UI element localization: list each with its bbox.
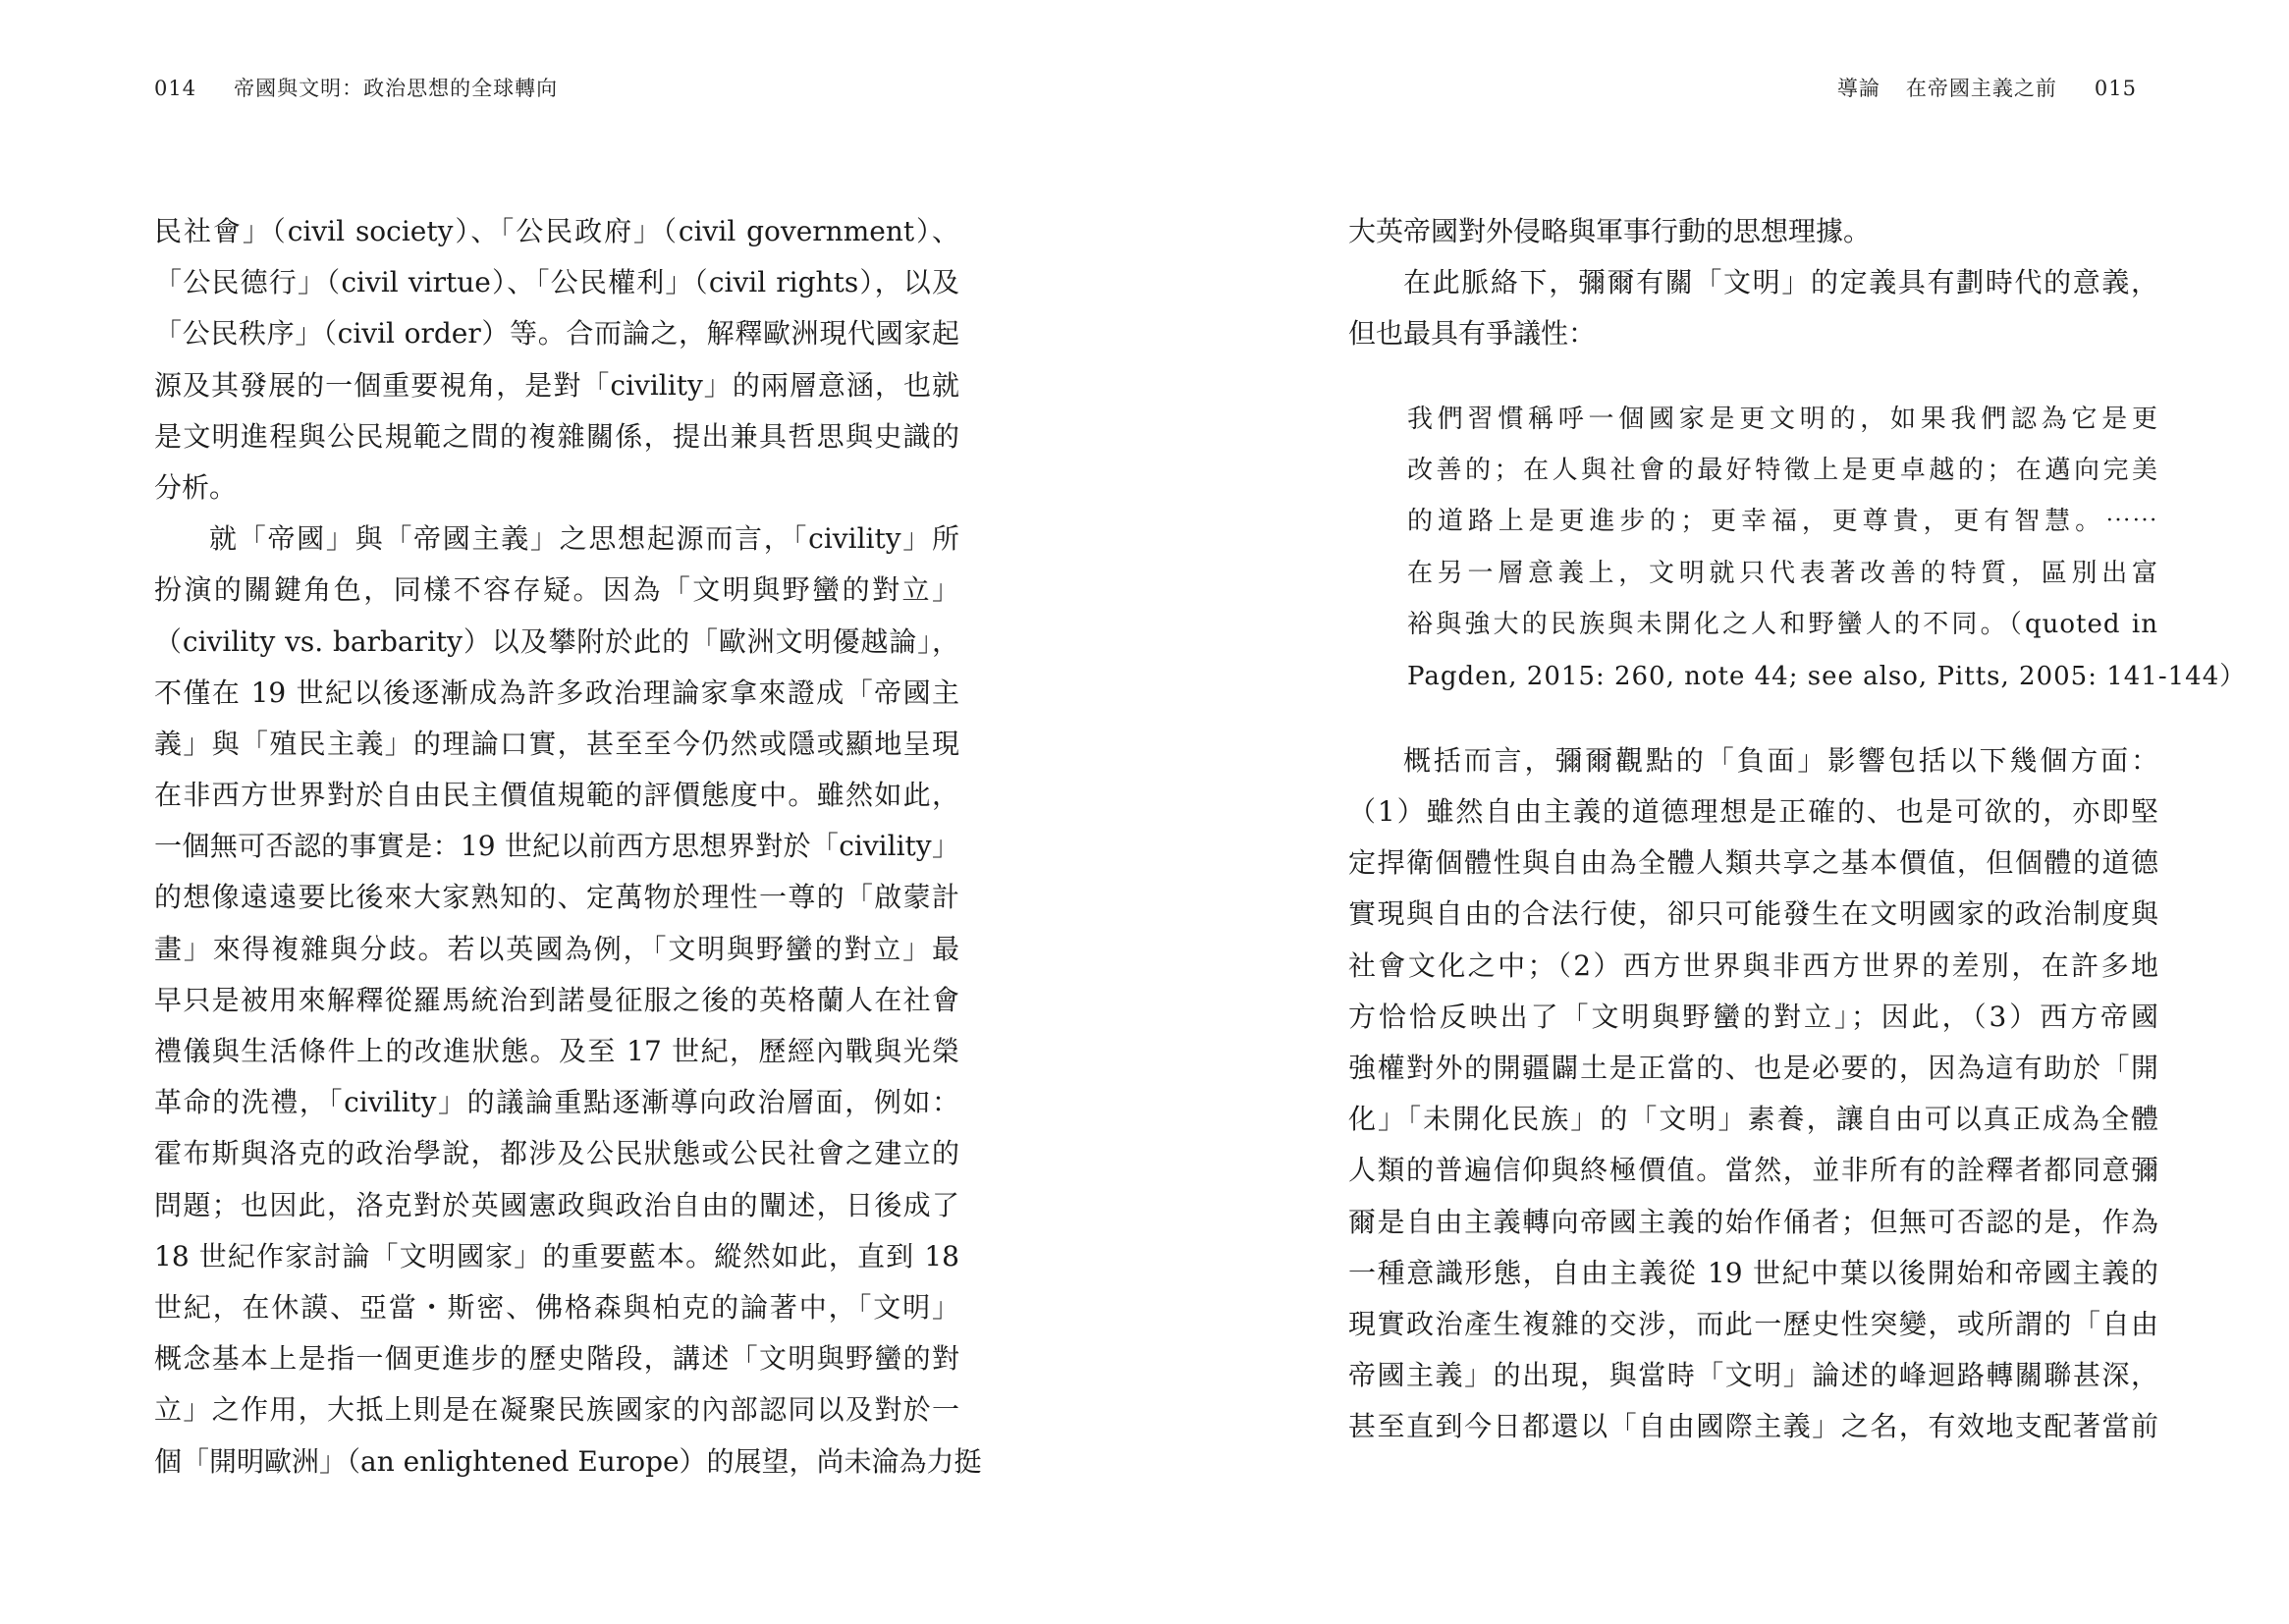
right-running-head-part: 導論	[1836, 77, 1880, 100]
text-line: 世紀，在休謨、亞當・斯密、佛格森與柏克的論著中，「文明」	[154, 1290, 959, 1324]
text-line: 是文明進程與公民規範之間的複雜關係，提出兼具哲思與史識的	[154, 419, 959, 453]
text-line: 不僅在 19 世紀以後逐漸成為許多政治理論家拿來證成「帝國主	[154, 676, 959, 709]
quote-citation-line: Pagden, 2015: 260, note 44; see also, Pitts, 2005: 141-144）	[1407, 661, 2247, 691]
text-line: 革命的洗禮，「civility」的議論重點逐漸導向政治層面，例如：	[154, 1086, 959, 1119]
text-line: 問題；也因此，洛克對於英國憲政與政治自由的闡述，日後成了	[154, 1188, 959, 1221]
text-line: 化」「未開化民族」的「文明」素養，讓自由可以真正成為全體	[1348, 1103, 2158, 1136]
text-line: 定捍衛個體性與自由為全體人類共享之基本價值，但個體的道德	[1348, 846, 2158, 880]
text-line: 就「帝國」與「帝國主義」之思想起源而言，「civility」所	[209, 522, 959, 556]
left-running-header	[154, 73, 558, 102]
text-line: 畫」來得複雜與分歧。若以英國為例，「文明與野蠻的對立」最	[154, 932, 959, 965]
text-line: 「公民秩序」（civil order）等。合而論之，解釋歐洲現代國家起	[154, 317, 959, 351]
text-line: 實現與自由的合法行使，卻只可能發生在文明國家的政治制度與	[1348, 897, 2158, 931]
text-line: 的想像遠遠要比後來大家熟知的、定萬物於理性一尊的「啟蒙計	[154, 881, 959, 914]
text-line: 概念基本上是指一個更進步的歷史階段，講述「文明與野蠻的對	[154, 1342, 959, 1376]
quote-line: 改善的；在人與社會的最好特徵上是更卓越的；在邁向完美	[1407, 455, 2158, 485]
quote-line: 裕與強大的民族與未開化之人和野蠻人的不同。（quoted in	[1407, 610, 2158, 640]
left-running-head-title: 帝國與文明：政治思想的全球轉向	[234, 77, 559, 100]
right-running-head-title: 在帝國主義之前	[1905, 77, 2057, 100]
text-line: 扮演的關鍵角色，同樣不容存疑。因為「文明與野蠻的對立」	[154, 573, 959, 607]
text-line: 一種意識形態，自由主義從 19 世紀中葉以後開始和帝國主義的	[1348, 1256, 2158, 1289]
text-line: 一個無可否認的事實是：19 世紀以前西方思想界對於「civility」	[154, 830, 959, 863]
text-line: 社會文化之中；（2）西方世界與非西方世界的差別，在許多地	[1348, 948, 2158, 982]
text-line: 立」之作用，大抵上則是在凝聚民族國家的內部認同以及對於一	[154, 1393, 959, 1427]
text-line: 個「開明歐洲」（an enlightened Europe）的展望，尚未淪為力挺	[154, 1444, 982, 1478]
text-line: （1）雖然自由主義的道德理想是正確的、也是可欲的，亦即堅	[1348, 795, 2158, 829]
text-line: 在此脈絡下，彌爾有關「文明」的定義具有劃時代的意義，	[1403, 266, 2158, 299]
text-line: 但也最具有爭議性：	[1348, 317, 1597, 351]
text-line: 人類的普遍信仰與終極價值。當然，並非所有的詮釋者都同意彌	[1348, 1154, 2158, 1187]
left-body-text	[154, 206, 982, 1488]
text-line: 大英帝國對外侵略與軍事行動的思想理據。	[1348, 215, 1872, 247]
text-line: 強權對外的開疆闢土是正當的、也是必要的，因為這有助於「開	[1348, 1052, 2158, 1085]
text-line: 分析。	[154, 470, 238, 504]
text-line: 帝國主義」的出現，與當時「文明」論述的峰迴路轉關聯甚深，	[1348, 1359, 2158, 1392]
text-line: 禮儀與生活條件上的改進狀態。及至 17 世紀，歷經內戰與光榮	[154, 1035, 959, 1067]
text-line: 義」與「殖民主義」的理論口實，甚至至今仍然或隱或顯地呈現	[154, 727, 959, 760]
block-quote	[1348, 394, 2247, 702]
text-line: 源及其發展的一個重要視角，是對「civility」的兩層意涵，也就	[154, 368, 959, 402]
right-body-text	[1348, 206, 2247, 1453]
text-line: 霍布斯與洛克的政治學說，都涉及公民狀態或公民社會之建立的	[154, 1137, 959, 1170]
text-line: 爾是自由主義轉向帝國主義的始作俑者；但無可否認的是，作為	[1348, 1205, 2158, 1238]
text-line: 方恰恰反映出了「文明與野蠻的對立」；因此，（3）西方帝國	[1348, 1000, 2158, 1033]
right-running-header	[1837, 73, 2137, 102]
text-line: 甚至直到今日都還以「自由國際主義」之名，有效地支配著當前	[1348, 1410, 2158, 1443]
quote-line: 我們習慣稱呼一個國家是更文明的，如果我們認為它是更	[1407, 404, 2158, 434]
left-page-number: 014	[154, 77, 197, 100]
text-line: 現實政治產生複雜的交涉，而此一歷史性突變，或所謂的「自由	[1348, 1307, 2158, 1340]
right-page-number: 015	[2094, 77, 2137, 100]
left-page	[0, 0, 1144, 1624]
text-line: 民社會」（civil society）、「公民政府」（civil government）、	[154, 215, 959, 247]
text-line: 概括而言，彌爾觀點的「負面」影響包括以下幾個方面：	[1403, 743, 2158, 777]
text-line: 「公民德行」（civil virtue）、「公民權利」（civil rights），以及	[154, 266, 959, 299]
right-page	[1144, 0, 2289, 1624]
quote-line: 的道路上是更進步的；更幸福，更尊貴，更有智慧。⋯⋯	[1407, 507, 2158, 537]
text-line: 18 世紀作家討論「文明國家」的重要藍本。縱然如此，直到 18	[154, 1239, 959, 1272]
text-line: 在非西方世界對於自由民主價值規範的評價態度中。雖然如此，	[154, 779, 959, 812]
text-line: （civility vs. barbarity）以及攀附於此的「歐洲文明優越論」，	[154, 624, 959, 658]
text-line: 早只是被用來解釋從羅馬統治到諾曼征服之後的英格蘭人在社會	[154, 983, 959, 1016]
quote-line: 在另一層意義上，文明就只代表著改善的特質，區別出富	[1407, 558, 2158, 588]
